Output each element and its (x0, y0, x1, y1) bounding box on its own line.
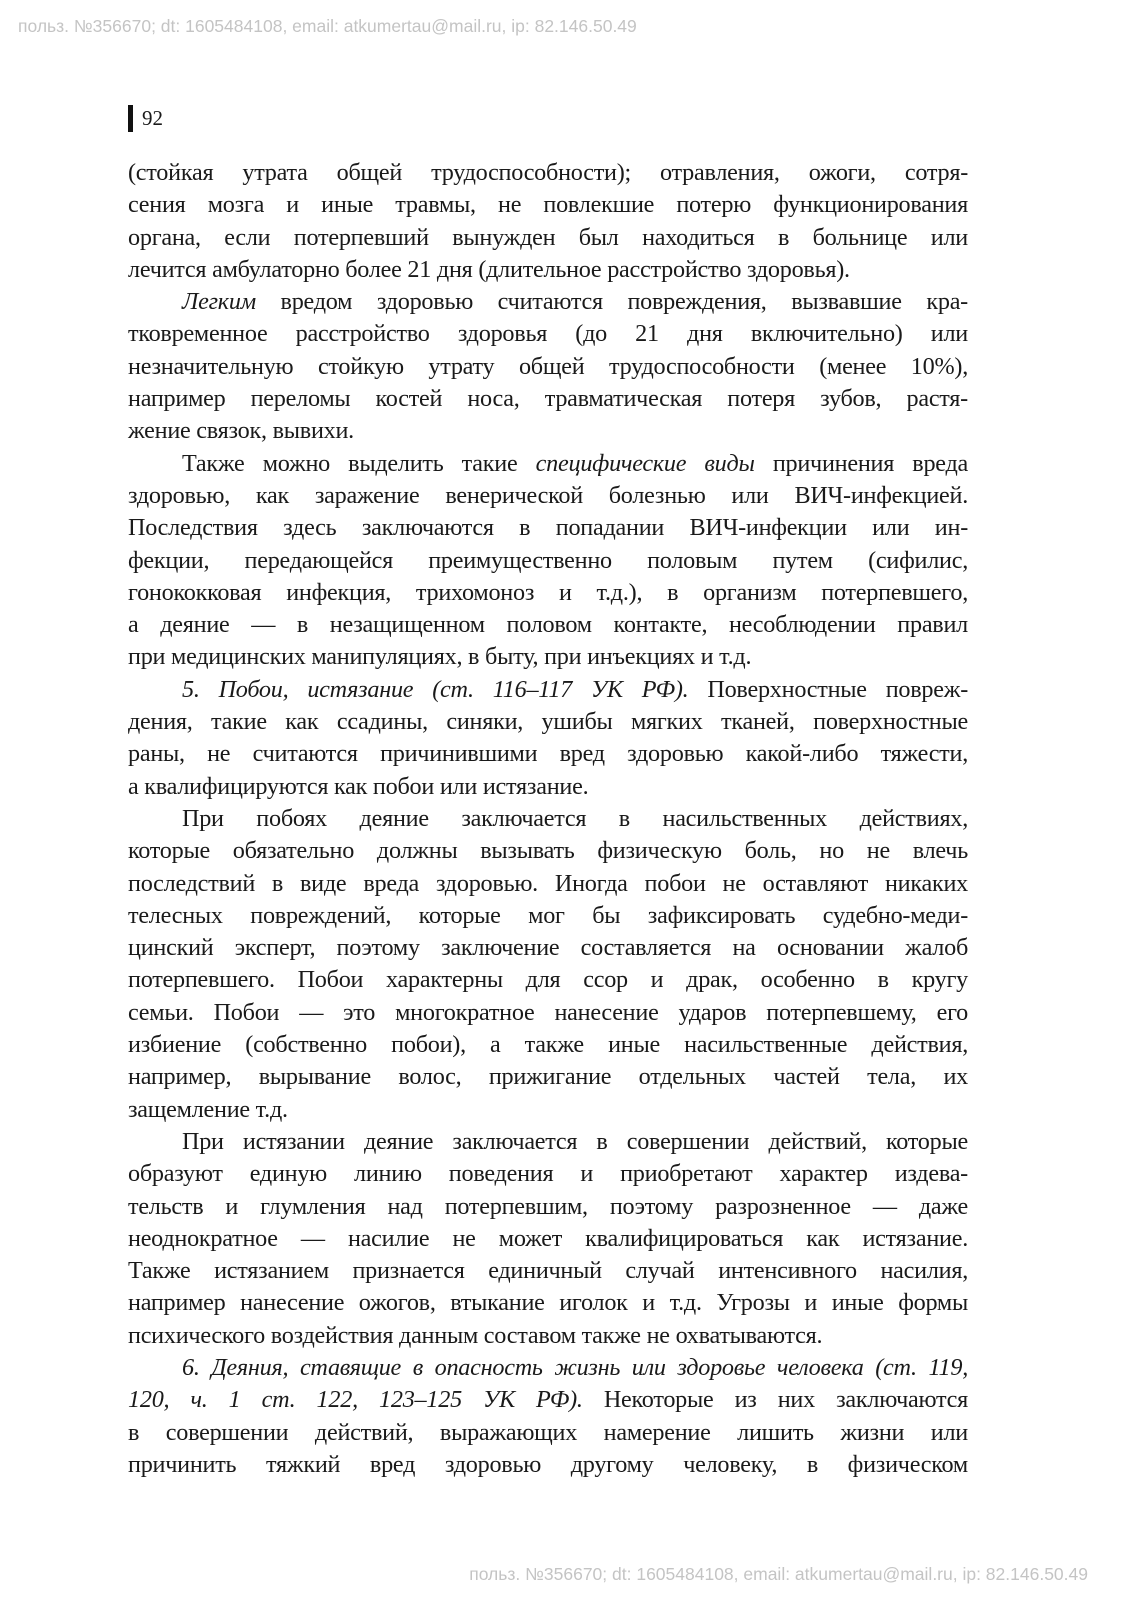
text-line (128, 286, 968, 318)
text-line (128, 1255, 968, 1287)
text-line (128, 383, 968, 415)
text-segment: цинский эксперт, поэтому заключение составляется на основании жалоб (128, 934, 968, 962)
text-line (128, 738, 968, 770)
watermark-bottom: польз. №356670; dt: 1605484108, email: atkumertau@mail.ru, ip: 82.146.50.49 (469, 1564, 1088, 1584)
text-line (128, 1384, 968, 1416)
text-line (128, 318, 968, 350)
text-segment: Также истязанием признается единичный случай интенсивного насилия, (128, 1257, 968, 1285)
text-line (128, 1352, 968, 1384)
header-bar (128, 105, 133, 132)
text-segment: жение связок, вывихи. (128, 417, 354, 445)
text-segment: которые обязательно должны вызывать физическую боль, но не влечь (128, 837, 968, 865)
text-segment: например, вырывание волос, прижигание отдельных частей тела, их (128, 1063, 968, 1091)
text-segment: например нанесение ожогов, втыкание иголок и т.д. Угрозы и иные формы (128, 1289, 968, 1317)
text-line (128, 448, 968, 480)
text-line (128, 1191, 968, 1223)
text-line (128, 1223, 968, 1255)
text-line (128, 1158, 968, 1190)
text-line (128, 189, 968, 221)
italic-text: специфические виды (535, 449, 755, 477)
text-line (128, 1320, 968, 1352)
text-line (128, 609, 968, 641)
text-segment: сения мозга и иные травмы, не повлекшие потерю функционирования (128, 191, 968, 219)
text-segment: органа, если потерпевший вынужден был находиться в больнице или (128, 223, 968, 251)
text-line (128, 868, 968, 900)
text-segment: гонококковая инфекция, трихомоноз и т.д.), в организм потерпевшего, (128, 578, 968, 606)
text-segment: неоднократное — насилие не может квалифицироваться как истязание. (128, 1224, 968, 1252)
text-segment: фекции, передающейся преимущественно половым путем (сифилис, (128, 546, 968, 574)
text-segment: причинения вреда (754, 449, 969, 477)
text-segment: например переломы костей носа, травматическая потеря зубов, растя- (128, 385, 968, 413)
italic-text: 6. Деяния, ставящие в опасность жизнь или здоровье человека (ст. 119, (182, 1353, 968, 1381)
text-line (128, 1417, 968, 1449)
text-line (128, 512, 968, 544)
text-line (128, 1094, 968, 1126)
text-line (128, 835, 968, 867)
body-text (128, 157, 968, 1481)
text-line (128, 706, 968, 738)
text-segment: лечится амбулаторно более 21 дня (длительное расстройство здоровья). (128, 255, 850, 283)
text-line (128, 771, 968, 803)
text-segment: тковременное расстройство здоровья (до 21 дня включительно) или (128, 320, 968, 348)
text-segment: защемление т.д. (128, 1095, 288, 1123)
text-segment: образуют единую линию поведения и приобретают характер издева- (128, 1160, 968, 1188)
text-segment: раны, не считаются причинившими вред здоровью какой-либо тяжести, (128, 740, 968, 768)
text-segment: семьи. Побои — это многократное нанесение ударов потерпевшему, его (128, 998, 968, 1026)
watermark-top: польз. №356670; dt: 1605484108, email: atkumertau@mail.ru, ip: 82.146.50.49 (18, 16, 637, 36)
text-line (128, 1287, 968, 1319)
text-segment: дения, такие как ссадины, синяки, ушибы мягких тканей, поверхностные (128, 708, 968, 736)
italic-text: Легким (182, 288, 256, 316)
text-line (128, 254, 968, 286)
page-header (128, 104, 163, 132)
text-line (128, 1029, 968, 1061)
text-line (128, 997, 968, 1029)
text-line (128, 157, 968, 189)
italic-text: 5. Побои, истязание (ст. 116–117 УК РФ). (182, 675, 689, 703)
text-segment: незначительную стойкую утрату общей трудоспособности (менее 10%), (128, 352, 968, 380)
text-segment: тельств и глумления над потерпевшим, поэтому разрозненное — даже (128, 1192, 968, 1220)
text-segment: при медицинских манипуляциях, в быту, при инъекциях и т.д. (128, 643, 752, 671)
text-segment: а квалифицируются как побои или истязание. (128, 772, 589, 800)
text-line (128, 674, 968, 706)
text-segment: телесных повреждений, которые мог бы зафиксировать судебно-меди- (128, 901, 968, 929)
text-line (128, 1126, 968, 1158)
text-line (128, 900, 968, 932)
text-segment: потерпевшего. Побои характерны для ссор и драк, особенно в кругу (128, 966, 968, 994)
text-segment: Поверхностные повреж- (688, 675, 968, 703)
text-line (128, 932, 968, 964)
text-segment: При побоях деяние заключается в насильственных действиях, (182, 804, 968, 832)
text-segment: При истязании деяние заключается в совершении действий, которые (182, 1127, 968, 1155)
text-line (128, 1449, 968, 1481)
text-segment: избиение (собственно побои), а также иные насильственные действия, (128, 1031, 968, 1059)
text-segment: причинить тяжкий вред здоровью другому человеку, в физическом (128, 1450, 968, 1478)
italic-text: 120, ч. 1 ст. 122, 123–125 УК РФ). (128, 1386, 583, 1414)
text-line (128, 964, 968, 996)
text-line (128, 480, 968, 512)
text-line (128, 222, 968, 254)
text-segment: Также можно выделить такие (182, 449, 536, 477)
text-line (128, 351, 968, 383)
text-segment: здоровью, как заражение венерической болезнью или ВИЧ-инфекцией. (128, 481, 968, 509)
page-number: 92 (142, 105, 163, 130)
text-segment: а деяние — в незащищенном половом контакте, несоблюдении правил (128, 611, 968, 639)
text-segment: Последствия здесь заключаются в попадании ВИЧ-инфекции или ин- (128, 514, 968, 542)
text-segment: Некоторые из них заключаются (582, 1386, 968, 1414)
text-segment: в совершении действий, выражающих намерение лишить жизни или (128, 1418, 968, 1446)
text-segment: вредом здоровью считаются повреждения, вызвавшие кра- (255, 288, 968, 316)
text-line (128, 803, 968, 835)
text-line (128, 1061, 968, 1093)
text-line (128, 577, 968, 609)
text-line (128, 415, 968, 447)
text-line (128, 545, 968, 577)
text-segment: последствий в виде вреда здоровью. Иногда побои не оставляют никаких (128, 869, 968, 897)
text-line (128, 641, 968, 673)
text-segment: (стойкая утрата общей трудоспособности); отравления, ожоги, сотря- (128, 159, 968, 186)
text-segment: психического воздействия данным составом также не охватываются. (128, 1321, 823, 1349)
